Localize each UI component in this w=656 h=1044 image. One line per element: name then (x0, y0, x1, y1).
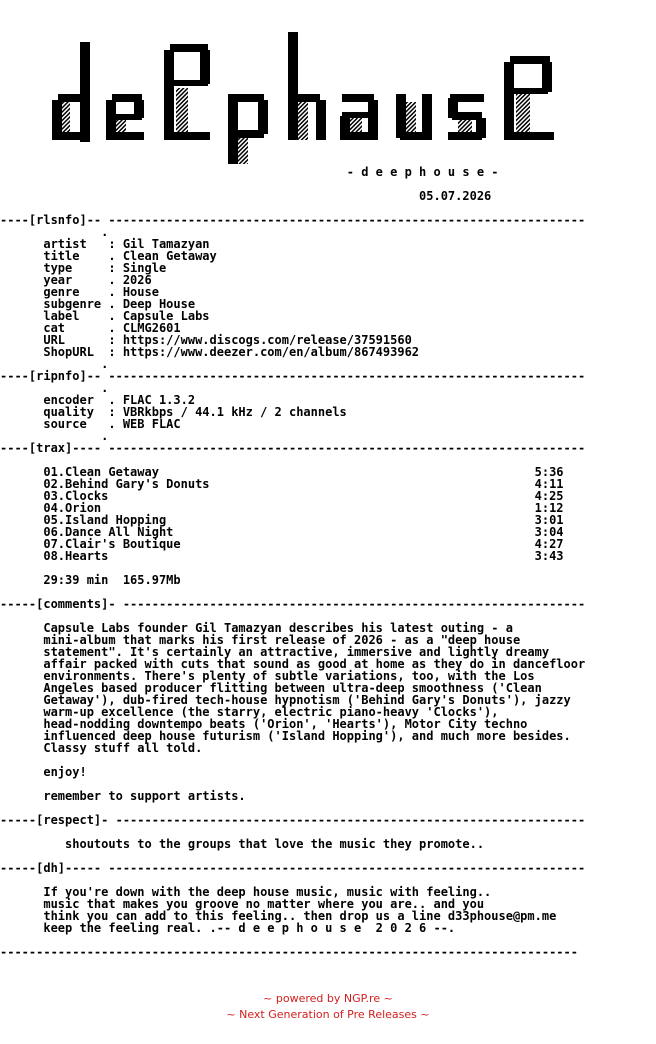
dh-line: keep the feeling real. .-- d e e p h o u s e 2 0 2 6 --. (0, 921, 456, 935)
comment-line: influenced deep house futurism ('Island Hopping'), and much more besides. (0, 729, 571, 743)
dh-line[interactable]: think you can add to this feeling.. then drop us a line d33phouse@pm.me (0, 909, 557, 923)
ripnfo-divider: ----[ripnfo]-- ------------------------------------------------------------------ (0, 369, 586, 383)
dh-line: music that makes you groove no matter where you are.. and you (0, 897, 485, 911)
dh-line: If you're down with the deep house music, music with feeling.. (0, 885, 492, 899)
track-row: 01.Clean Getaway 5:36 (0, 465, 564, 479)
track-row: 08.Hearts 3:43 (0, 549, 564, 563)
footer-tagline: ~ Next Generation of Pre Releases ~ (226, 1008, 430, 1021)
comment-line: head-nodding downtempo beats ('Orion', 'Hearts'), Motor City techno (0, 717, 528, 731)
rlsnfo-label: label . Capsule Labs (0, 309, 210, 323)
rlsnfo-url[interactable]: URL : https://www.discogs.com/release/37591560 (0, 333, 412, 347)
track-row: 04.Orion 1:12 (0, 501, 564, 515)
track-row: 02.Behind Gary's Donuts 4:11 (0, 477, 564, 491)
comment-line: Getaway'), dub-fired tech-house hypnotism ('Behind Gary's Donuts'), jazzy (0, 693, 571, 707)
comment-line: statement". It's certainly an attractive, immersive and lightly dreamy (0, 645, 550, 659)
comment-line: Classy stuff all told. (0, 741, 203, 755)
comment-line: mini-album that marks his first release of 2026 - as a "deep house (0, 633, 521, 647)
rlsnfo-blank2: . (0, 357, 109, 371)
rlsnfo-blank: . (0, 225, 109, 239)
ripnfo-encoder: encoder . FLAC 1.3.2 (0, 393, 196, 407)
track-row: 06.Dance All Night 3:04 (0, 525, 564, 539)
rlsnfo-genre: genre . House (0, 285, 159, 299)
track-row: 07.Clair's Boutique 4:27 (0, 537, 564, 551)
respect-divider: -----[respect]- ----------------------------------------------------------------- (0, 813, 586, 827)
comment-line: affair packed with cuts that sound as good at home as they do in dancefloor (0, 657, 586, 671)
footer-powered-by[interactable]: ~ powered by NGP.re ~ (263, 992, 393, 1005)
release-date: 05.07.2026 (0, 189, 492, 203)
rlsnfo-cat: cat . CLMG2601 (0, 321, 181, 335)
ripnfo-source: source . WEB FLAC (0, 417, 181, 431)
dh-divider: -----[dh]----- ------------------------------------------------------------------ (0, 861, 586, 875)
rlsnfo-type: type : Single (0, 261, 167, 275)
tagline: - d e e p h o u s e - (0, 165, 499, 179)
rlsnfo-shopurl[interactable]: ShopURL : https://www.deezer.com/en/album/867493962 (0, 345, 420, 359)
rlsnfo-divider: ----[rlsnfo]-- ------------------------------------------------------------------ (0, 213, 586, 227)
comment-line: Angeles based producer flitting between ultra-deep smoothness ('Clean (0, 681, 542, 695)
ripnfo-blank2: . (0, 429, 109, 443)
rlsnfo-subgenre: subgenre . Deep House (0, 297, 196, 311)
end-divider: -------------------------------------------------------------------------------- (0, 945, 578, 959)
trax-total: 29:39 min 165.97Mb (0, 573, 181, 587)
deephouse-logo (52, 32, 572, 172)
track-row: 03.Clocks 4:25 (0, 489, 564, 503)
comments-enjoy: enjoy! (0, 765, 87, 779)
comment-line: environments. There's plenty of subtle variations, too, with the Los (0, 669, 535, 683)
ripnfo-quality: quality : VBRkbps / 44.1 kHz / 2 channels (0, 405, 347, 419)
blank-line (0, 754, 585, 766)
ripnfo-blank: . (0, 381, 109, 395)
trax-divider: ----[trax]---- ------------------------------------------------------------------ (0, 441, 586, 455)
rlsnfo-year: year . 2026 (0, 273, 152, 287)
comments-remember: remember to support artists. (0, 789, 246, 803)
rlsnfo-artist: artist : Gil Tamazyan (0, 237, 210, 251)
nfo-text (0, 166, 585, 958)
respect-text: shoutouts to the groups that love the music they promote.. (0, 837, 485, 851)
comments-divider: -----[comments]- ---------------------------------------------------------------- (0, 597, 586, 611)
comment-line: Capsule Labs founder Gil Tamazyan describes his latest outing - a (0, 621, 513, 635)
comment-line: warm-up excellence (the starry, electric piano-heavy 'Clocks'), (0, 705, 499, 719)
track-row: 05.Island Hopping 3:01 (0, 513, 564, 527)
rlsnfo-title: title . Clean Getaway (0, 249, 217, 263)
